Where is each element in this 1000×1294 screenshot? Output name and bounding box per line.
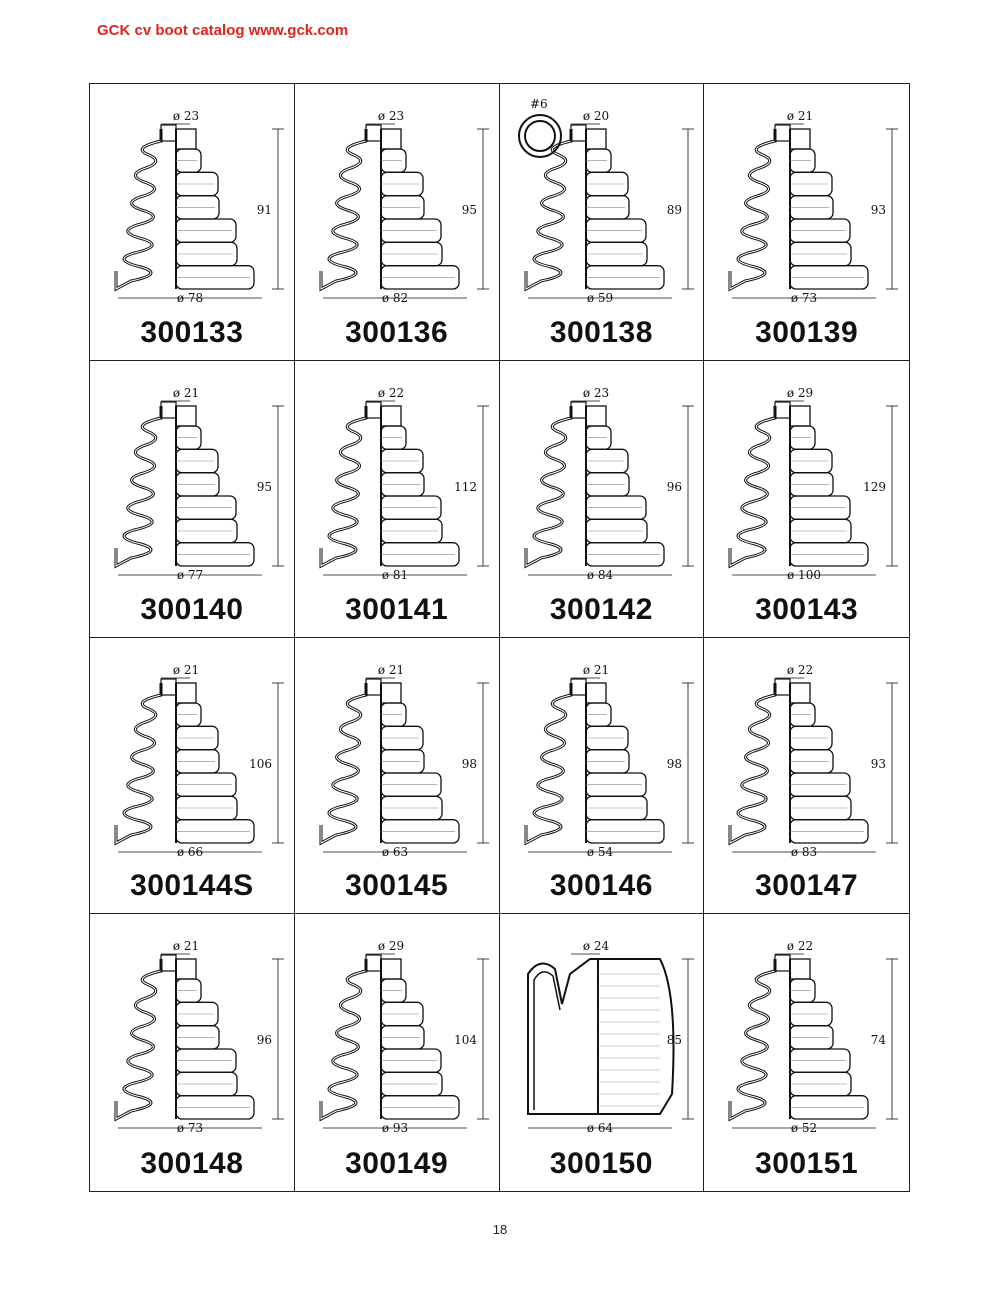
boot-diagram bbox=[500, 638, 705, 878]
boot-diagram bbox=[500, 361, 705, 601]
height-label: 112 bbox=[453, 479, 477, 494]
large-diameter-label: ø 100 bbox=[787, 567, 822, 582]
boot-card bbox=[90, 84, 295, 361]
boot-diagram bbox=[295, 914, 500, 1154]
boot-cross-section-drawing bbox=[116, 402, 254, 566]
height-label: 85 bbox=[666, 1033, 682, 1048]
boot-cross-section-drawing bbox=[730, 955, 868, 1119]
height-label: 91 bbox=[256, 203, 272, 217]
large-diameter-label: ø 93 bbox=[381, 1121, 408, 1136]
large-diameter-label: ø 73 bbox=[791, 291, 818, 305]
boot-cross-section-drawing bbox=[116, 679, 254, 843]
boot-diagram bbox=[295, 361, 500, 601]
small-diameter-label: ø 23 bbox=[377, 109, 404, 123]
large-diameter-label: ø 73 bbox=[176, 1121, 204, 1136]
small-diameter-label: ø 29 bbox=[787, 385, 814, 400]
small-diameter-label: ø 29 bbox=[377, 939, 404, 954]
boot-card bbox=[500, 361, 705, 638]
height-label: 95 bbox=[256, 479, 272, 494]
large-diameter-label: ø 63 bbox=[381, 844, 408, 859]
part-number: 300140 bbox=[140, 592, 244, 626]
part-number: 300143 bbox=[755, 592, 859, 626]
boot-diagram bbox=[500, 914, 705, 1154]
boot-card bbox=[500, 914, 705, 1191]
large-diameter-label: ø 77 bbox=[176, 567, 204, 582]
height-label: 93 bbox=[870, 203, 887, 217]
part-number: 300149 bbox=[345, 1147, 449, 1180]
large-diameter-label: ø 52 bbox=[791, 1121, 818, 1136]
boot-cross-section-drawing bbox=[526, 679, 664, 843]
page-number: 18 bbox=[492, 1222, 508, 1237]
boot-diagram bbox=[704, 361, 909, 601]
boot-cross-section-drawing bbox=[116, 955, 254, 1119]
boot-catalog-grid bbox=[89, 83, 910, 1192]
boot-card bbox=[295, 361, 500, 638]
boot-cross-section-drawing bbox=[116, 125, 254, 289]
boot-diagram bbox=[704, 638, 909, 878]
boot-cross-section-drawing bbox=[730, 679, 868, 843]
boot-cross-section-drawing bbox=[730, 402, 868, 566]
spline-count-label: #6 bbox=[529, 97, 548, 111]
small-diameter-label: ø 21 bbox=[172, 939, 200, 954]
part-number: 300145 bbox=[345, 869, 449, 903]
small-diameter-label: ø 21 bbox=[377, 662, 404, 677]
small-diameter-label: ø 22 bbox=[787, 662, 814, 677]
boot-card bbox=[295, 84, 500, 361]
boot-cross-section-drawing bbox=[321, 955, 459, 1119]
large-diameter-label: ø 84 bbox=[586, 567, 613, 582]
height-label: 106 bbox=[249, 756, 272, 771]
part-number: 300136 bbox=[345, 315, 449, 349]
boot-card bbox=[704, 638, 909, 915]
boot-cross-section-drawing bbox=[526, 402, 664, 566]
part-number: 300141 bbox=[345, 592, 449, 626]
boot-diagram bbox=[500, 84, 705, 324]
small-diameter-label: ø 23 bbox=[582, 385, 609, 400]
boot-cross-section-drawing bbox=[321, 125, 459, 289]
small-diameter-label: ø 21 bbox=[582, 662, 609, 677]
part-number: 300151 bbox=[755, 1147, 859, 1180]
boot-card bbox=[295, 638, 500, 915]
part-number: 300146 bbox=[549, 869, 653, 903]
boot-card bbox=[704, 914, 909, 1191]
boot-diagram bbox=[704, 914, 909, 1154]
splined-ring-icon bbox=[519, 115, 561, 157]
boot-diagram bbox=[295, 638, 500, 878]
part-number: 300144S bbox=[130, 869, 254, 903]
height-label: 98 bbox=[461, 756, 477, 771]
part-number: 300148 bbox=[140, 1147, 244, 1180]
small-diameter-label: ø 21 bbox=[172, 662, 200, 677]
part-number: 300139 bbox=[755, 315, 859, 349]
large-diameter-label: ø 54 bbox=[586, 844, 613, 859]
part-number: 300147 bbox=[755, 869, 859, 903]
height-label: 96 bbox=[666, 479, 682, 494]
boot-card bbox=[90, 914, 295, 1191]
small-diameter-label: ø 21 bbox=[172, 385, 200, 400]
large-diameter-label: ø 83 bbox=[791, 844, 818, 859]
part-number: 300133 bbox=[140, 315, 244, 349]
boot-cross-section-drawing bbox=[321, 402, 459, 566]
boot-cross-section-drawing bbox=[528, 959, 674, 1114]
catalog-header: GCK cv boot catalog www.gck.com bbox=[97, 22, 349, 39]
boot-cross-section-drawing bbox=[730, 125, 868, 289]
small-diameter-label: ø 22 bbox=[377, 385, 404, 400]
boot-cross-section-drawing bbox=[321, 679, 459, 843]
large-diameter-label: ø 82 bbox=[381, 291, 408, 305]
height-label: 129 bbox=[863, 479, 887, 494]
small-diameter-label: ø 20 bbox=[582, 109, 609, 123]
large-diameter-label: ø 64 bbox=[586, 1121, 613, 1136]
boot-card bbox=[704, 84, 909, 361]
small-diameter-label: ø 22 bbox=[787, 939, 814, 954]
large-diameter-label: ø 66 bbox=[176, 844, 204, 859]
height-label: 95 bbox=[461, 203, 477, 217]
large-diameter-label: ø 59 bbox=[586, 291, 613, 305]
height-label: 96 bbox=[256, 1033, 272, 1048]
boot-card bbox=[500, 638, 705, 915]
boot-diagram bbox=[90, 638, 295, 878]
boot-card bbox=[90, 638, 295, 915]
boot-card bbox=[704, 361, 909, 638]
boot-card bbox=[500, 84, 705, 361]
boot-card bbox=[295, 914, 500, 1191]
height-label: 104 bbox=[453, 1033, 477, 1048]
height-label: 74 bbox=[870, 1033, 887, 1048]
small-diameter-label: ø 24 bbox=[582, 939, 609, 954]
boot-diagram bbox=[90, 84, 295, 324]
small-diameter-label: ø 23 bbox=[172, 109, 200, 123]
height-label: 89 bbox=[666, 203, 682, 217]
boot-diagram bbox=[704, 84, 909, 324]
part-number: 300150 bbox=[549, 1147, 653, 1180]
height-label: 93 bbox=[870, 756, 887, 771]
boot-diagram bbox=[90, 914, 295, 1154]
small-diameter-label: ø 21 bbox=[787, 109, 814, 123]
part-number: 300138 bbox=[549, 315, 653, 349]
large-diameter-label: ø 78 bbox=[176, 291, 204, 305]
boot-diagram bbox=[90, 361, 295, 601]
boot-diagram bbox=[295, 84, 500, 324]
part-number: 300142 bbox=[549, 592, 653, 626]
height-label: 98 bbox=[666, 756, 682, 771]
large-diameter-label: ø 81 bbox=[381, 567, 408, 582]
boot-card bbox=[90, 361, 295, 638]
